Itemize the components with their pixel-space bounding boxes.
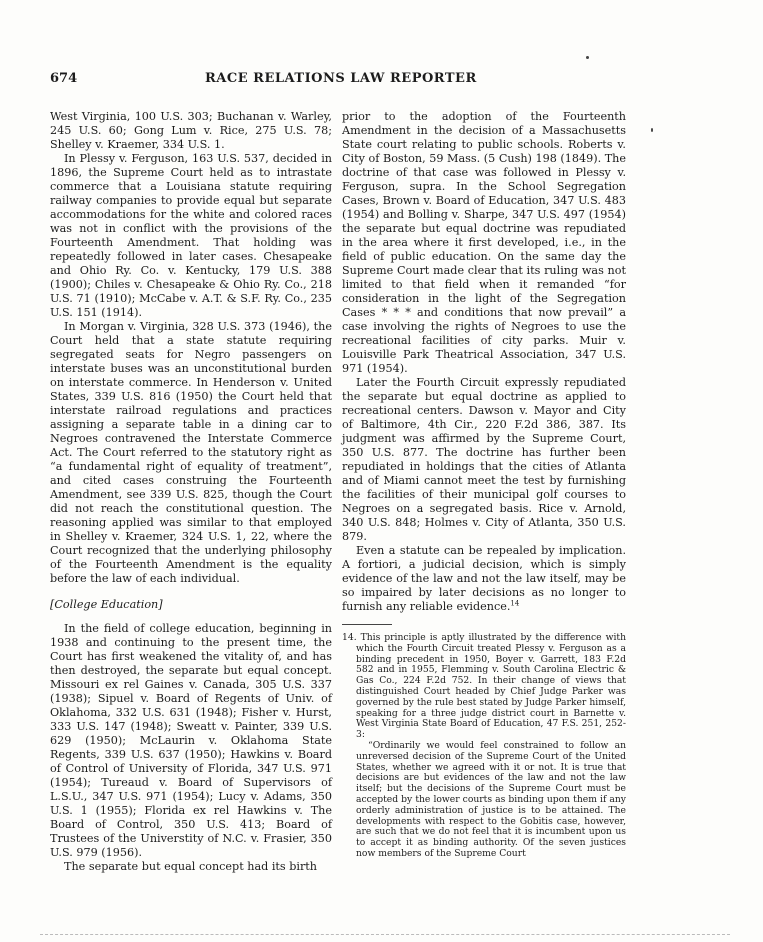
footnote-body (342, 633, 626, 741)
section-heading: [College Education] (50, 598, 163, 611)
footnote-reference: 14 (510, 599, 520, 608)
paragraph: West Virginia, 100 U.S. 303; Buchanan v. Warley, 245 U.S. 60; Gong Lum v. Rice, 275 U.S. 78; Shelley v. Kraemer, 334 U.S. 1. (50, 110, 332, 151)
running-title: RACE RELATIONS LAW REPORTER (205, 71, 477, 86)
footnote-quote: “Ordinarily we would feel constrained to follow an unreversed decision of the Supreme Court of the United States, whether we agreed with it or not. It is true that decisions are but evidences of the law and not the law itself; but the decisions of the Supreme Court must be accepted by the lower courts as binding upon them if any orderly administration of justice is to be attained. The developments with respect to the Gobitis case, however, are such that we do not feel that it is incumbent upon us to accept it as binding authority. Of the seven justices now members of the Supreme Court (356, 739, 626, 859)
footnote-text: This principle is aptly illustrated by the difference with which the Fourth Circuit treated Plessy v. Ferguson as a binding precedent in 1950, Boyer v. Garrett, 183 F.2d 582 and in 1955, Flemming v. South Carolina Electric & Gas Co., 224 F.2d 752. In their change of views that distinguished Court headed by Chief Judge Parker was governed by the rule best stated by Judge Parker himself, speaking for a three judge district court in Barnette v. West Virginia State Board of Education, 47 F.S. 251, 252-3: (356, 632, 626, 741)
left-column (50, 110, 332, 874)
paragraph: In Plessy v. Ferguson, 163 U.S. 537, decided in 1896, the Supreme Court held as to intrastate commerce that a Louisiana statute requiring railway companies to provide equal but separate accommodations for the white and colored races was not in conflict with the provisions of the Fourteenth Amendment. That holding was repeatedly followed in later cases. Chesapeake and Ohio Ry. Co. v. Kentucky, 179 U.S. 388 (1900); Chiles v. Chesapeake & Ohio Ry. Co., 218 U.S. 71 (1910); McCabe v. A.T. & S.F. Ry. Co., 235 U.S. 151 (1914). (50, 152, 332, 319)
footnote-divider (342, 624, 392, 625)
footnote-number: 14. (342, 632, 357, 643)
paragraph-text: Even a statute can be repealed by implication. A fortiori, a judicial decision, which is simply evidence of the law and not the law itself, may be so impaired by later decisions as no longer to furnish any reliable evidence. (342, 544, 626, 613)
paragraph: In the field of college education, beginning in 1938 and continuing to the present time, the Court has first weakened the vitality of, and has then destroyed, the separate but equal concept. Missouri ex rel Gaines v. Canada, 305 U.S. 337 (1938); Sipuel v. Board of Regents of Univ. of Oklahoma, 332 U.S. 631 (1948); Fisher v. Hurst, 333 U.S. 147 (1948); Sweatt v. Painter, 339 U.S. 629 (1950); McLaurin v. Oklahoma State Regents, 339 U.S. 637 (1950); Hawkins v. Board of Control of University of Florida, 347 U.S. 971 (1954); Tureaud v. Board of Supervisors of L.S.U., 347 U.S. 971 (1954); Lucy v. Adams, 350 U.S. 1 (1955); Florida ex rel Hawkins v. The Board of Control, 350 U.S. 413; Board of Trustees of the Universtity of N.C. v. Frasier, 350 U.S. 979 (1956). (50, 622, 332, 859)
paragraph: Later the Fourth Circuit expressly repudiated the separate but equal doctrine as applied to recreational centers. Dawson v. Mayor and City of Baltimore, 4th Cir., 220 F.2d 386, 387. Its judgment was affirmed by the Supreme Court, 350 U.S. 877. The doctrine has further been repudiated in holdings that the cities of Atlanta and of Miami cannot meet the test by furnishing the facilities of their municipal golf courses to Negroes on a segregated basis. Rice v. Arnold, 340 U.S. 848; Holmes v. City of Atlanta, 350 U.S. 879. (342, 376, 626, 543)
paragraph: In Morgan v. Virginia, 328 U.S. 373 (1946), the Court held that a state statute requiring segregated seats for Negro passengers on interstate buses was an unconstitutional burden on interstate commerce. In Henderson v. United States, 339 U.S. 816 (1950) the Court held that interstate railroad regulations and practices assigning a separate table in a dining car to Negroes contravened the Interstate Commerce Act. The Court referred to the statutory right as “a fundamental right of equality of treatment”, and cited cases construing the Fourteenth Amendment, see 339 U.S. 825, though the Court did not reach the constitutional question. The reasoning applied was similar to that employed in Shelley v. Kraemer, 324 U.S. 1, 22, where the Court recognized that the underlying philosophy of the Fourteenth Amendment is the equality before the law of each individual. (50, 320, 332, 585)
footnote (342, 633, 626, 860)
scan-edge (40, 934, 730, 935)
page-number: 674 (50, 71, 78, 86)
scan-speck (651, 128, 653, 132)
paragraph: prior to the adoption of the Fourteenth Amendment in the decision of a Massachusetts State court relating to public schools. Roberts v. City of Boston, 59 Mass. (5 Cush) 198 (1849). The doctrine of that case was followed in Plessy v. Ferguson, supra. In the School Segregation Cases, Brown v. Board of Education, 347 U.S. 483 (1954) and Bolling v. Sharpe, 347 U.S. 497 (1954) the separate but equal doctrine was repudiated in the area where it first developed, i.e., in the field of public education. On the same day the Supreme Court made clear that its ruling was not limited to that field when it remanded “for consideration in the light of the Segregation Cases * * * and conditions that now prevail” a case involving the rights of Negroes to use the recreational facilities of city parks. Muir v. Louisville Park Theatrical Association, 347 U.S. 971 (1954). (342, 110, 626, 375)
paragraph (342, 544, 626, 614)
scan-speck (586, 56, 589, 59)
paragraph: The separate but equal concept had its birth (64, 860, 317, 873)
right-column (342, 110, 626, 860)
